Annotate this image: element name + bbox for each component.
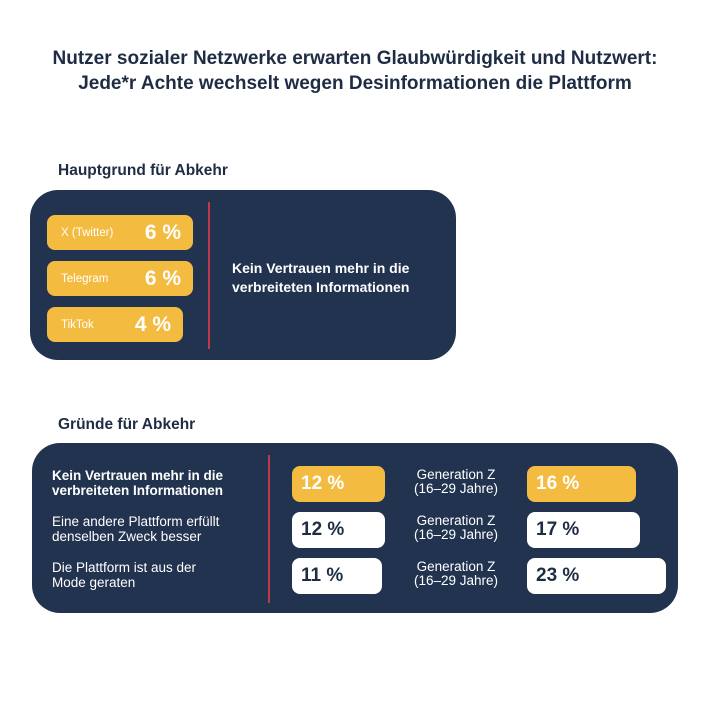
genz-value-bar: 17 %	[527, 512, 640, 548]
section-title-gruende: Gründe für Abkehr	[58, 416, 196, 433]
series-label-line: (16–29 Jahre)	[413, 527, 499, 542]
hauptgrund-reason: Kein Vertrauen mehr in die verbreiteten Informationen	[232, 260, 410, 295]
chart-title	[0, 46, 710, 96]
platform-value: 6 %	[144, 220, 181, 244]
reason-label-line: denselben Zweck besser	[52, 529, 202, 544]
reason-label-line: verbreiteten Informationen	[52, 483, 224, 498]
total-value-bar: 12 %	[292, 466, 385, 502]
chart-title-line2: Jede*r Achte wechselt wegen Desinformationen die Plattform	[78, 73, 632, 94]
series-label-line: (16–29 Jahre)	[413, 481, 499, 496]
reason-label-line: Die Plattform ist aus der	[52, 560, 197, 575]
reason-label	[52, 514, 262, 544]
total-value-bar: 11 %	[292, 558, 382, 594]
section-title-hauptgrund: Hauptgrund für Abkehr	[58, 162, 228, 179]
platform-label: Telegram	[61, 272, 109, 285]
series-label	[401, 514, 511, 542]
platform-bar	[47, 261, 193, 296]
chart-title-line1: Nutzer sozialer Netzwerke erwarten Glaubwürdigkeit und Nutzwert:	[52, 48, 658, 69]
genz-value-bar: 23 %	[527, 558, 666, 594]
platform-bar	[47, 307, 183, 342]
series-label	[401, 560, 511, 588]
series-label-line: Generation Z	[416, 559, 496, 574]
series-label-line: (16–29 Jahre)	[413, 573, 499, 588]
hauptgrund-divider	[208, 202, 210, 349]
series-label-line: Generation Z	[416, 467, 496, 482]
genz-value-bar: 16 %	[527, 466, 636, 502]
reason-label-line: Mode geraten	[52, 575, 136, 590]
series-label	[401, 468, 511, 496]
platform-label: TikTok	[61, 318, 94, 331]
reason-label	[52, 560, 262, 590]
total-value-bar: 12 %	[292, 512, 385, 548]
gruende-divider	[268, 455, 270, 603]
series-label-line: Generation Z	[416, 513, 496, 528]
platform-label: X (Twitter)	[61, 226, 114, 239]
reason-label-line: Kein Vertrauen mehr in die	[52, 468, 224, 483]
platform-value: 4 %	[134, 312, 171, 336]
platform-value: 6 %	[144, 266, 181, 290]
platform-bar	[47, 215, 193, 250]
reason-label	[52, 468, 262, 498]
reason-label-line: Eine andere Plattform erfüllt	[52, 514, 220, 529]
